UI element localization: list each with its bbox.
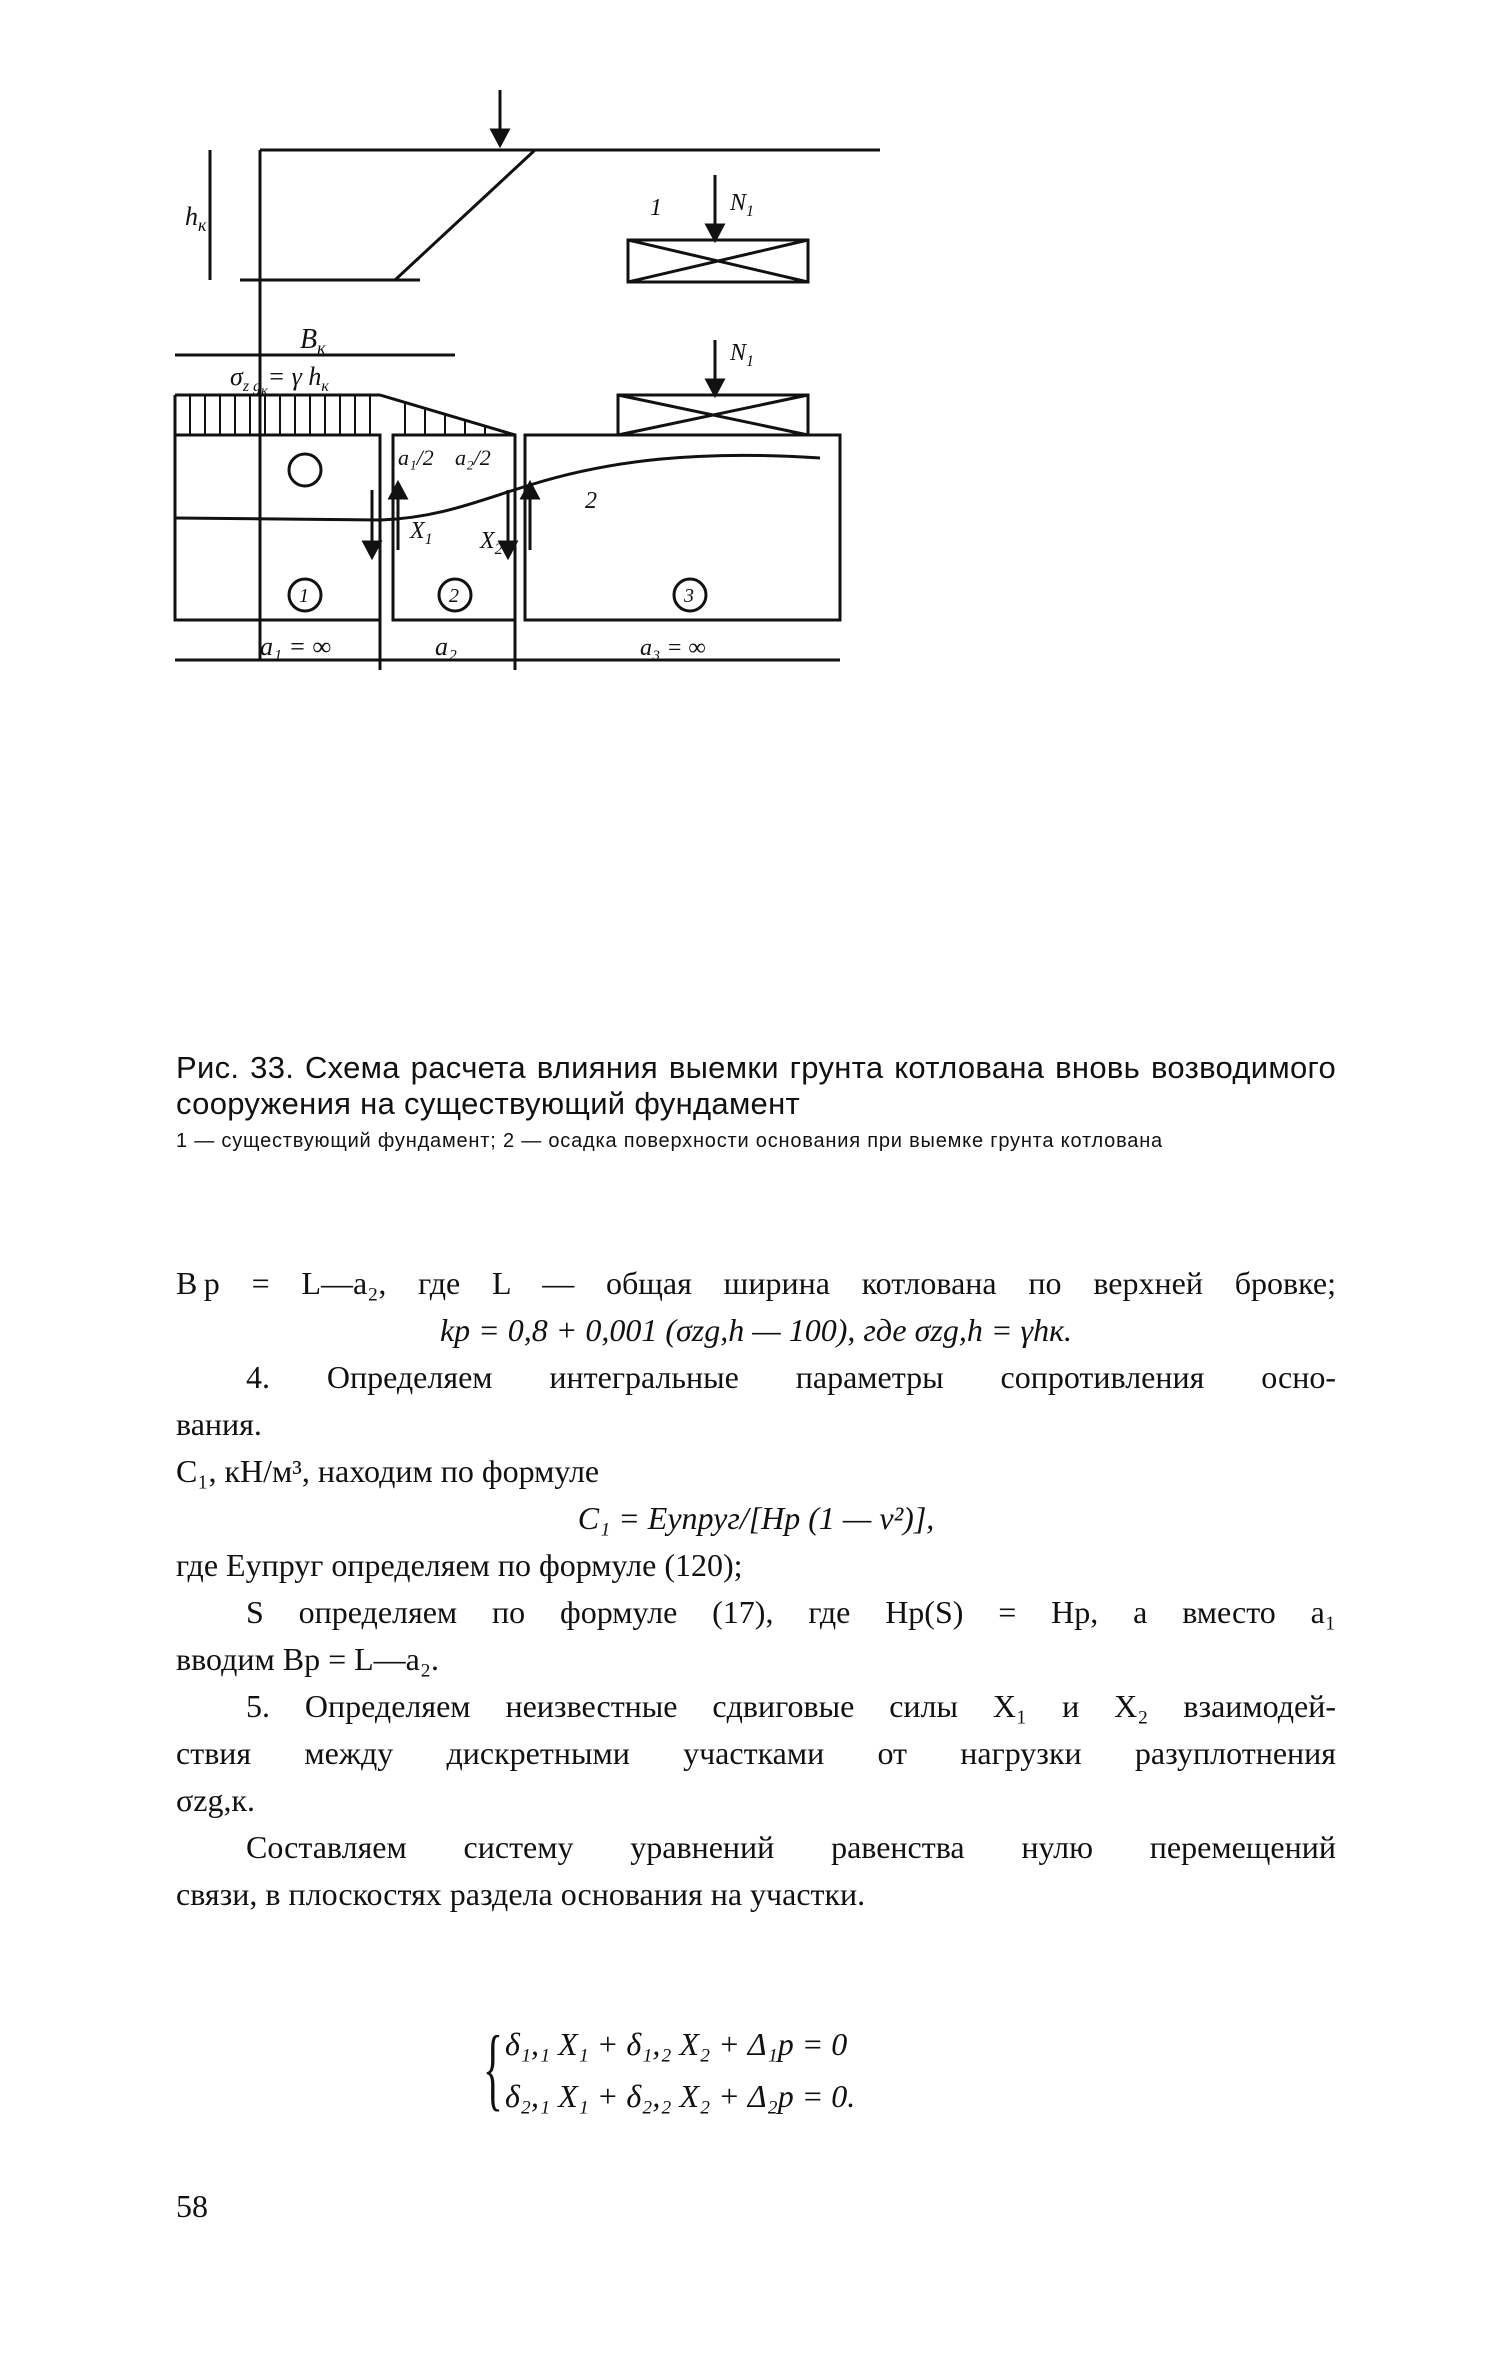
page-number: 58 <box>176 2188 208 2224</box>
part-1-label: 1 <box>299 585 309 607</box>
equation-system <box>483 2017 856 2122</box>
e-line: где Eупруг определяем по формуле (120); <box>176 1547 743 1583</box>
figure-33-diagram <box>185 180 1290 1030</box>
block-3 <box>525 435 840 620</box>
dim-a1: a₁ = ∞ <box>260 632 332 661</box>
equation-1: δ₁,₁ X₁ + δ₁,₂ X₂ + Δ₁p = 0 <box>505 2026 848 2062</box>
minus-circle <box>289 454 321 486</box>
caption-title: Рис. 33. Схема расчета влияния выемки грунта котлована вновь возводимого сооружения на существующий фундамент <box>176 1050 1336 1121</box>
step5-line2: ствия между дискретными участками от нагрузки разуплотнения <box>176 1735 1336 1771</box>
system-line1: Составляем систему уравнений равенства нулю перемещений <box>246 1829 1336 1865</box>
system-line2: связи, в плоскостях раздела основания на участки. <box>176 1876 866 1912</box>
part-3-label: 3 <box>684 585 694 607</box>
c1-line: C₁, кН/м³, находим по формуле <box>176 1453 600 1489</box>
step4-line2: вания. <box>176 1406 262 1442</box>
kp-formula: kp = 0,8 + 0,001 (σzg,h — 100), где σzg,h = γhк. <box>439 1312 1073 1348</box>
dim-a3: a₃ = ∞ <box>640 635 706 661</box>
n1-top-arrow <box>707 225 723 240</box>
system-brace: { <box>483 2017 503 2119</box>
figure-caption <box>176 1050 1336 1152</box>
x1-down-arrow <box>364 542 380 557</box>
label-a2-half: a₂/2 <box>455 445 491 470</box>
c1-formula: C₁ = Eупруг/[Hp (1 — ν²)], <box>577 1500 935 1536</box>
dim-a2: a₂ <box>435 632 458 661</box>
label-settlement-2: 2 <box>585 488 597 514</box>
bp-line: B р = L—a₂, где L — общая ширина котлована по верхней бровке; <box>176 1265 1336 1301</box>
label-a1-half: a₁/2 <box>398 445 434 470</box>
n1-bottom-arrow <box>707 380 723 395</box>
step5-line3: σzg,к. <box>176 1782 255 1818</box>
body-text <box>176 1260 1336 1918</box>
settlement-curve <box>175 455 820 520</box>
s-line2: вводим Bp = L—a₂. <box>176 1641 440 1677</box>
step5-line1: 5. Определяем неизвестные сдвиговые силы X₁ и X₂ взаимодей- <box>246 1688 1336 1724</box>
label-n1-top: $N_1$ <box>730 190 755 220</box>
label-foundation-1: 1 <box>650 195 662 221</box>
label-x1: $X_1$ <box>410 518 433 548</box>
label-hk: $h_к$ <box>185 202 207 235</box>
label-bk: $B_к$ <box>300 324 326 358</box>
s-line1: S определяем по формуле (17), где Hp(S) = Hp, а вместо a₁ <box>246 1594 1336 1630</box>
label-x2: $X_2$ <box>480 528 503 558</box>
load-hatching <box>190 395 485 435</box>
pit-slope-line <box>395 150 535 280</box>
label-sigma: $\sigma_{z g}к= \gamma$ $h_к$ <box>230 362 329 399</box>
caption-legend: 1 — существующий фундамент; 2 — осадка поверхности основания при выемке грунта котлована <box>176 1130 1163 1152</box>
block-1 <box>175 435 380 620</box>
equation-2: δ₂,₁ X₁ + δ₂,₂ X₂ + Δ₂p = 0. <box>505 2078 856 2114</box>
step4-line1: 4. Определяем интегральные параметры сопротивления осно- <box>246 1359 1336 1395</box>
part-2-label: 2 <box>449 585 459 607</box>
label-n1-bottom: $N_1$ <box>730 340 755 370</box>
